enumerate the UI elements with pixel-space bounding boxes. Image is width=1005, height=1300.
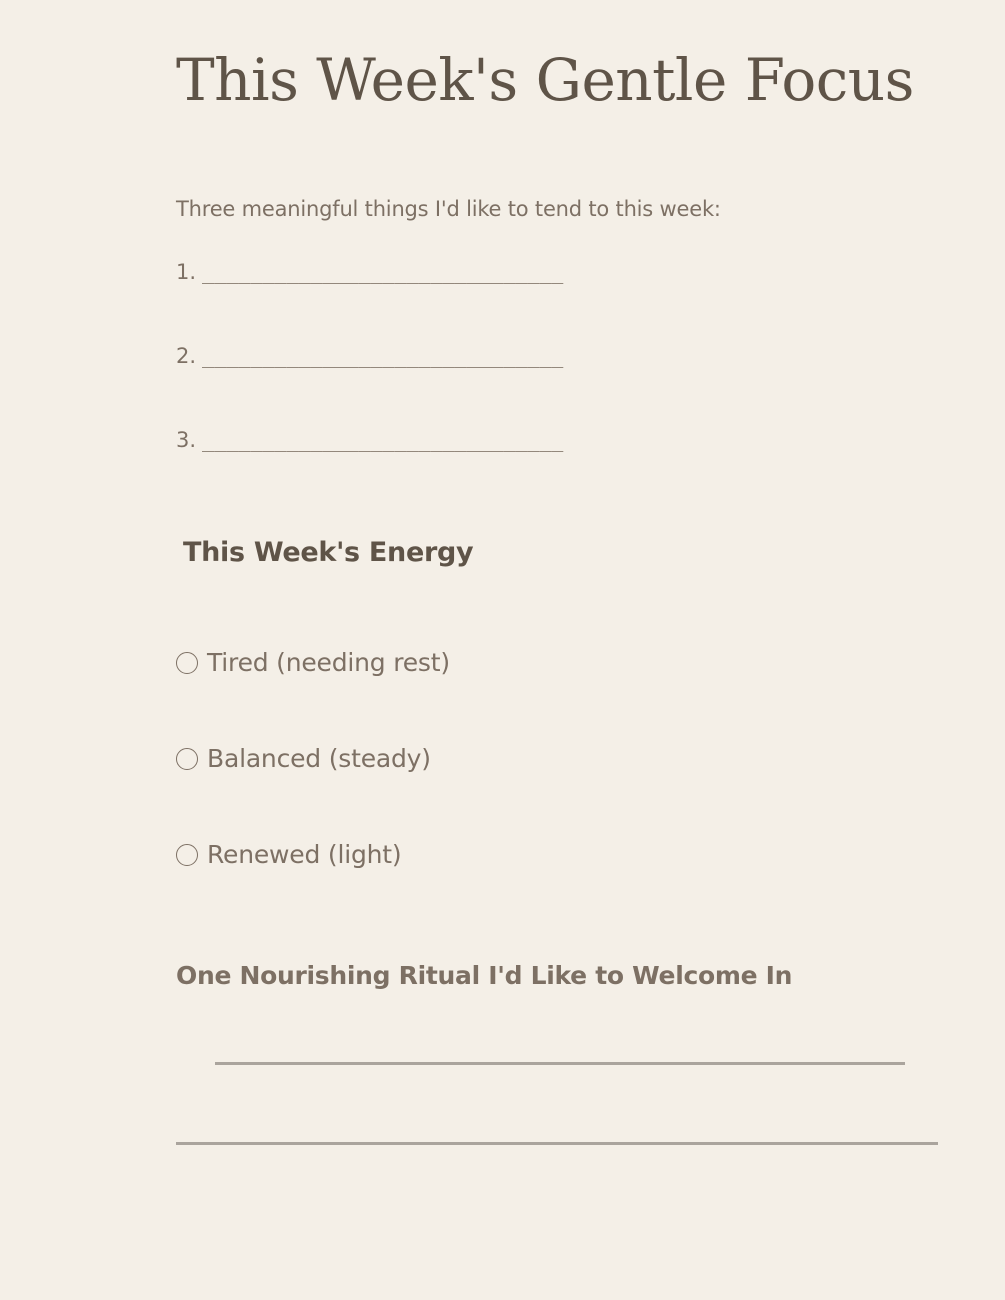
energy-option-label: Balanced (steady) <box>207 744 431 773</box>
focus-item-number: 2. <box>176 344 197 368</box>
radio-circle-icon[interactable] <box>176 652 198 674</box>
focus-item-blank[interactable]: ______________________________ <box>202 344 564 368</box>
focus-item-blank[interactable]: ______________________________ <box>202 428 564 452</box>
focus-item-1[interactable] <box>176 257 563 287</box>
energy-option-label: Renewed (light) <box>207 840 402 869</box>
energy-option-renewed[interactable] <box>176 837 401 873</box>
focus-item-2[interactable] <box>176 341 563 371</box>
page-title: This Week's Gentle Focus <box>176 46 914 114</box>
ritual-heading: One Nourishing Ritual I'd Like to Welcome In <box>176 961 793 990</box>
energy-heading: This Week's Energy <box>183 537 474 568</box>
focus-item-number: 3. <box>176 428 197 452</box>
focus-prompt: Three meaningful things I'd like to tend to this week: <box>176 197 721 221</box>
energy-option-tired[interactable] <box>176 645 450 681</box>
radio-circle-icon[interactable] <box>176 748 198 770</box>
focus-item-3[interactable] <box>176 425 563 455</box>
ritual-writing-line-2[interactable] <box>176 1142 938 1145</box>
energy-option-label: Tired (needing rest) <box>207 648 450 677</box>
focus-item-number: 1. <box>176 260 197 284</box>
focus-item-blank[interactable]: ______________________________ <box>202 260 564 284</box>
ritual-writing-line-1[interactable] <box>215 1062 905 1065</box>
radio-circle-icon[interactable] <box>176 844 198 866</box>
energy-option-balanced[interactable] <box>176 741 431 777</box>
